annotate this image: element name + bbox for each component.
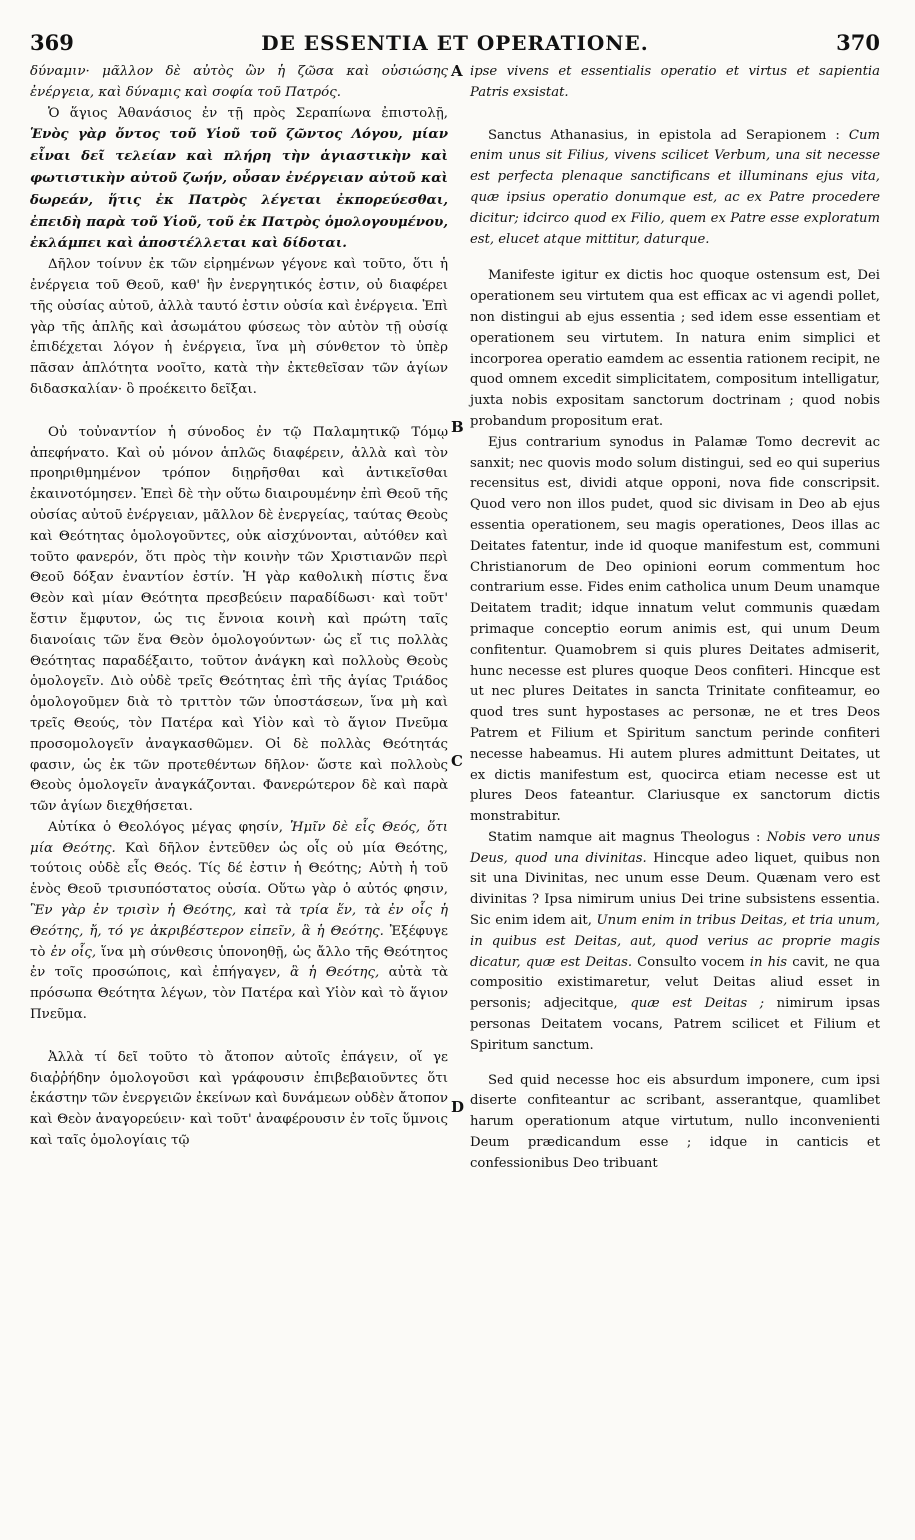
latin-paragraph-2: [470, 126, 880, 251]
latin-paragraph-5: [470, 828, 880, 1057]
latin-paragraph-4: Ejus contrarium synodus in Palamæ Tomo decrevit ac sanxit; nec quovis modo solum distingui, sed eo qui superius recensitus est, dividi atque opponi, nova fide conscripsit. Quod vero non illos pudet, quod sic divisam in Deo ab ejus essentia operationem, seu magis operationes, Deos illas ac Deitates fatentur, inde id quoque manifestum est, communi Christianorum de Deo opinioni eorum commentum hoc contrarium esse. Fides enim catholica unum Deum unamque Deitatem tradit; idque innatum velut communis quædam primaque conceptio eorum animis est, qui unum Deum confitentur. Quamobrem si quis plures Deitates admiserit, hunc necesse est plures quoque Deos confiteri. Hincque est ut nec plures Deitates in sancta Trinitate confiteamur, eo quod tres sunt hypostases ac personæ, ne et tres Deos Patrem et Filium et Spiritum sanctum perinde confiteri necesse habeamus. Hi autem plures admittunt Deitates, ut ex dictis manifestum est, quocirca etiam necesse est ut plures Deos fateantur. Clariusque ex sanctorum dictis monstrabitur.: [470, 434, 880, 825]
greek-theologian-quote-3: ἐν οἷς,: [50, 944, 97, 960]
page-number-left: 369: [30, 30, 74, 55]
greek-theologian-quote-4: ἃ ἡ Θεότης,: [290, 965, 380, 981]
greek-theologian-text-3: ἵνα μὴ σύνθεσις ὑπονοηθῇ, ὡς ἄλλο τῆς Θεότητος ἐν τοῖς προσώποις, καὶ ἐπήγαγεν,: [30, 944, 449, 981]
margin-letter-a: A: [451, 62, 463, 80]
latin-theologian-quote-1: Nobis vero unus Deus, quod una divinitas.: [470, 829, 880, 866]
running-head: [30, 30, 880, 60]
latin-paragraph-1: ipse vivens et essentialis operatio et virtus et sapientia Patris exsistat.: [470, 64, 880, 100]
greek-athanasius-intro: Ὁ ἅγιος Ἀθανάσιος ἐν τῇ πρὸς Σεραπίωνα ἐπιστολῇ,: [48, 105, 448, 121]
page-number-right: 370: [836, 30, 880, 55]
greek-paragraph-3: Δῆλον τοίνυν ἐκ τῶν εἰρημένων γέγονε καὶ τοῦτο, ὅτι ἡ ἐνέργεια τοῦ Θεοῦ, καθ' ἣν ἐνεργητικός ἐστιν, οὐ διαφέρει τῆς οὐσίας αὐτοῦ, ἀλλὰ ταυτό ἐστιν οὐσία καὶ ἐνέργεια. Ἐπὶ γὰρ τῆς ἁπλῆς καὶ ἀσωμάτου φύσεως τὸν αὐτὸν τῇ οὐσίᾳ ἐπιδέχεται λόγον ἡ ἐνέργεια, ἵνα μὴ σύνθετον τὸ ὑπὲρ πᾶσαν ἁπλότητα νοοῖτο, κατὰ τὴν ἐκτεθεῖσαν τῶν ἁγίων διδασκαλίαν· ὃ προέκειτο δεῖξαι.: [30, 257, 448, 397]
latin-theologian-text-1: Hincque adeo liquet, quibus non sit una Divinitas, nec unum esse Deum. Quænam vero est divinitas ? Ipsa nimirum unius Dei trine subsistens essentia. Sic enim idem ait,: [470, 850, 880, 929]
margin-letter-b: B: [451, 418, 464, 436]
latin-theologian-quote-3: in his: [749, 954, 788, 970]
greek-theologian-intro: Αὐτίκα ὁ Θεολόγος μέγας φησίν,: [48, 819, 283, 835]
greek-theologian-text-2: Ἐξέφυγε τὸ: [30, 923, 448, 960]
greek-athanasius-quote: Ἑνὸς γὰρ ὄντος τοῦ Υἱοῦ τοῦ ζῶντος Λόγου, μίαν εἶναι δεῖ τελείαν καὶ πλήρη τὴν ἁγιαστικὴν καὶ φωτιστικὴν αὐτοῦ ζωήν, οὖσαν ἐνέργειαν αὐτοῦ καὶ δωρεάν, ἥτις ἐκ Πατρὸς λέγεται ἐκπορεύεσθαι, ἐπειδὴ παρὰ τοῦ Υἱοῦ, τοῦ ἐκ Πατρὸς ὁμολογουμένου, ἐκλάμπει καὶ ἀποστέλλεται καὶ δίδοται.: [30, 126, 448, 252]
greek-theologian-text-1: Καὶ δῆλον ἐντεῦθεν ὡς οἷς οὐ μία Θεότης, τούτοις οὐδὲ εἷς Θεός. Τίς δέ ἐστιν ἡ Θεότης; Αὐτὴ ἡ τοῦ ἑνὸς Θεοῦ τρισυπόστατος οὐσία. Οὕτω γὰρ ὁ αὐτός φησιν,: [30, 840, 448, 898]
greek-paragraph-1: δύναμιν· μᾶλλον δὲ αὐτὸς ὢν ἡ ζῶσα καὶ οὐσιώσης ἐνέργεια, καὶ δύναμις καὶ σοφία τοῦ Πατρός.: [30, 64, 448, 100]
latin-athanasius-intro: Sanctus Athanasius, in epistola ad Serapionem :: [488, 127, 840, 143]
running-title: DE ESSENTIA ET OPERATIONE.: [261, 31, 649, 55]
greek-paragraph-6: Ἀλλὰ τί δεῖ τοῦτο τὸ ἄτοπον αὐτοῖς ἐπάγειν, οἵ γε διαῤῥήδην ὁμολογοῦσι καὶ γράφουσιν ἐπιβεβαιοῦντες ὅτι ἑκάστην τῶν ἐνεργειῶν ἐκείνων καὶ δυνάμεων οὐδὲν ἄτοπον καὶ Θεὸν ἀναγορεύειν· καὶ τοῦτ' ἀναφέρουσιν ἐν τοῖς ὕμνοις καὶ ταῖς ὁμολογίαις τῷ: [30, 1049, 448, 1149]
margin-letter-d: D: [451, 1098, 465, 1116]
greek-paragraph-5: [30, 818, 448, 1026]
latin-column: [470, 62, 880, 1175]
greek-paragraph-2: [30, 104, 448, 256]
margin-letter-c: C: [451, 752, 463, 770]
latin-paragraph-6: Sed quid necesse hoc eis absurdum imponere, cum ipsi diserte confiteantur ac scribant, asserantque, quamlibet harum operationum atque virtutum, nullo inconvenienti Deum prædicandum esse ; idque in canticis et confessionibus Deo tribuant: [470, 1072, 880, 1171]
greek-theologian-quote-2: Ἓν γὰρ ἐν τρισὶν ἡ Θεότης, καὶ τὰ τρία ἕν, τὰ ἐν οἷς ἡ Θεότης, ἤ, τό γε ἀκριβέστερον εἰπεῖν, ἃ ἡ Θεότης.: [30, 903, 448, 939]
latin-theologian-text-4: nimirum ipsas personas Deitatem vocans, Patrem scilicet et Filium et Spiritum sanctum.: [470, 996, 880, 1053]
latin-theologian-quote-4: quæ est Deitas ;: [630, 996, 765, 1012]
latin-athanasius-quote: Cum enim unus sit Filius, vivens scilicet Verbum, una sit necesse est perfecta plenaque sanctificans et illuminans ejus vita, quæ ipsius operatio donumque est, ac ex Patre procedere dicitur; idcirco quod ex Filio, quem ex Patre esse exploratum est, elucet atque mittitur, daturque.: [470, 127, 880, 247]
latin-theologian-text-3: cavit, ne qua compositio existimaretur, velut Deitas aliud esset in personis; adjecitque,: [470, 954, 880, 1012]
latin-theologian-text-2: Consulto vocem: [637, 954, 745, 970]
greek-paragraph-4: Οὐ τοὐναντίον ἡ σύνοδος ἐν τῷ Παλαμητικῷ Τόμῳ ἀπεφήνατο. Καὶ οὐ μόνον ἁπλῶς διαφέρειν, ἀλλὰ καὶ τὸν προηριθμημένον τρόπον διῃρῆσθαι καὶ ἀντικεῖσθαι ἐκαινοτόμησεν. Ἐπεὶ δὲ τὴν οὕτω διαιρουμένην ἐπὶ Θεοῦ τῆς οὐσίας αὐτοῦ ἐνέργειαν, μᾶλλον δὲ ἐνεργείας, ταύτας Θεοὺς καὶ Θεότητας ὁμολογοῦντες, οὐκ αἰσχύνονται, αὐτόθεν καὶ τοῦτο φανερόν, ὅτι πρὸς τὴν κοινὴν τῶν Χριστιανῶν περὶ Θεοῦ δόξαν ἐναντίον ἐστίν. Ἡ γὰρ καθολικὴ πίστις ἕνα Θεὸν καὶ μίαν Θεότητα πρεσβεύειν παραδίδωσι· καὶ τοῦτ' ἔστιν ἔμφυτον, ὡς τις ἔννοια κοινὴ καὶ πρώτη ταῖς διανοίαις τῶν ἕνα Θεὸν ὁμολογούντων· ὡς εἴ τις πολλὰς Θεότητας παραδέξαιτο, τοῦτον ἀνάγκη καὶ πολλοὺς Θεοὺς ὁμολογεῖν. Διὸ οὐδὲ τρεῖς Θεότητας ἐπὶ τῆς ἁγίας Τριάδος ὁμολογοῦμεν διὰ τὸ τριττὸν τῶν ὑποστάσεων, ἵνα μὴ καὶ τρεῖς Θεούς, τὸν Πατέρα καὶ Υἱὸν καὶ τὸ ἅγιον Πνεῦμα προσομολογεῖν ἀναγκασθῶμεν. Οἱ δὲ πολλὰς Θεότητάς φασιν, ὡς ἐκ τῶν προτεθέντων δῆλον· ὥστε καὶ πολλοὺς Θεοὺς ὁμολογεῖν ἀναγκάζονται. Φανερώτερον δὲ καὶ παρὰ τῶν ἁγίων διεχθήσεται.: [30, 424, 448, 815]
latin-theologian-quote-2: Unum enim in tribus Deitas, et tria unum, in quibus est Deitas, aut, quod verius ac proprie magis dicatur, quæ est Deitas.: [470, 913, 880, 970]
greek-theologian-text-4: αὐτὰ τὰ πρόσωπα Θεότητα λέγων, τὸν Πατέρα καὶ Υἱὸν καὶ τὸ ἅγιον Πνεῦμα.: [30, 965, 449, 1023]
greek-column: [30, 62, 448, 1152]
latin-theologian-intro: Statim namque ait magnus Theologus :: [488, 829, 761, 845]
latin-paragraph-3: Manifeste igitur ex dictis hoc quoque ostensum est, Dei operationem seu virtutem qua est efficax ac vi agendi pollet, non distingui ab ejus essentia ; sed idem esse essentiam et operationem seu virtutem. In natura enim simplici et incorporea operatio eamdem ac essentia rationem recipit, ne quod omnem excedit simplicitatem, compositum intelligatur, juxta nobis expositam sanctorum doctrinam ; quod nobis probandum propositum erat.: [470, 268, 880, 429]
greek-theologian-quote-1: Ἡμῖν δὲ εἷς Θεός, ὅτι μία Θεότης.: [30, 819, 449, 856]
